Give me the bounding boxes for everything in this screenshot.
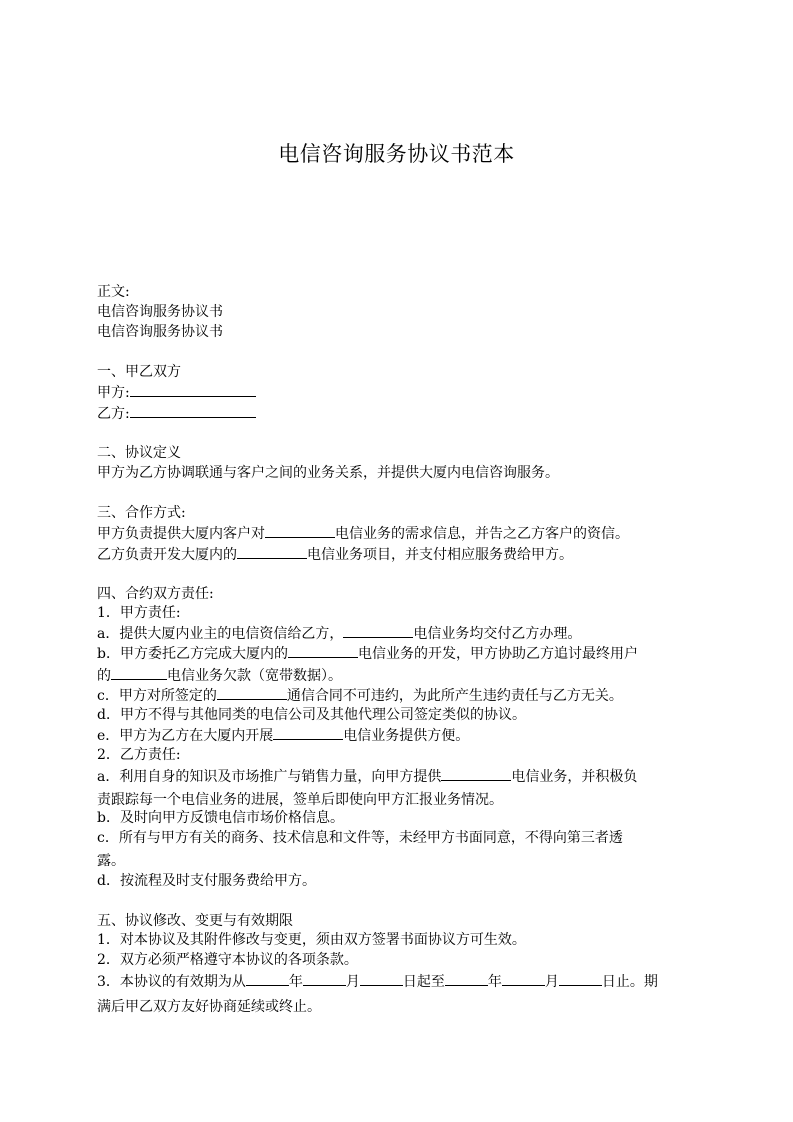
fill-blank-month xyxy=(502,971,545,986)
section-heading: 一、甲乙双方 xyxy=(97,364,181,380)
fill-blank-year xyxy=(445,971,488,986)
fill-blank xyxy=(273,725,343,740)
list-item xyxy=(97,623,581,644)
party-a-line xyxy=(97,382,256,403)
text-run: 年 xyxy=(487,974,502,990)
text-run: 电信业务均交付乙方办理。 xyxy=(413,626,582,642)
list-item: c．所有与甲方有关的商务、技术信息和文件等，未经甲方书面同意，不得向第三者透 xyxy=(97,830,623,846)
fill-blank-day xyxy=(559,971,602,986)
text-run: 月 xyxy=(544,974,559,990)
paragraph xyxy=(97,523,629,544)
preface-line: 电信咨询服务协议书 xyxy=(97,304,223,320)
paragraph xyxy=(97,544,573,565)
fill-blank xyxy=(343,623,413,638)
list-item xyxy=(97,725,469,746)
fill-blank xyxy=(441,766,511,781)
list-item xyxy=(97,643,638,664)
party-a-blank xyxy=(130,382,256,397)
party-b-line xyxy=(97,403,256,424)
subsection-heading: 1．甲方责任: xyxy=(97,605,181,621)
section-heading: 四、合约双方责任: xyxy=(97,586,214,602)
text-run: c．甲方对所签定的 xyxy=(97,688,217,704)
text-run: 乙方负责开发大厦内的 xyxy=(97,547,237,563)
preface-line: 电信咨询服务协议书 xyxy=(97,324,223,340)
text-run: 年 xyxy=(288,974,303,990)
text-run: a．利用自身的知识及市场推广与销售力量，向甲方提供 xyxy=(97,769,442,785)
fill-blank xyxy=(111,665,167,680)
text-run: b．甲方委托乙方完成大厦内的 xyxy=(97,646,288,662)
preface-line: 正文: xyxy=(97,284,130,300)
document-title: 电信咨询服务协议书范本 xyxy=(278,142,515,166)
fill-blank xyxy=(265,523,335,538)
party-a-label: 甲方: xyxy=(97,385,130,401)
text-run: e．甲方为乙方在大厦内开展 xyxy=(97,728,274,744)
party-b-label: 乙方: xyxy=(97,406,130,422)
section-heading: 二、协议定义 xyxy=(97,445,181,461)
list-item-continued: 责跟踪每一个电信业务的进展，签单后即使向甲方汇报业务情况。 xyxy=(97,792,503,808)
paragraph: 甲方为乙方协调联通与客户之间的业务关系，并提供大厦内电信咨询服务。 xyxy=(97,465,559,481)
text-run: 电信业务的开发，甲方协助乙方追讨最终用户 xyxy=(357,646,638,662)
fill-blank xyxy=(288,643,358,658)
fill-blank-month xyxy=(303,971,346,986)
list-item xyxy=(97,971,658,992)
text-run: 电信业务，并积极负 xyxy=(511,769,638,785)
list-item xyxy=(97,685,623,706)
text-run: 日起至 xyxy=(402,974,445,990)
text-run: 日止。期 xyxy=(601,974,658,990)
list-item: d．甲方不得与其他同类的电信公司及其他代理公司签定类似的协议。 xyxy=(97,707,526,723)
list-item xyxy=(97,766,637,787)
section-heading: 五、协议修改、变更与有效期限 xyxy=(97,913,293,929)
fill-blank-day xyxy=(360,971,403,986)
text-run: 通信合同不可违约，为此所产生违约责任与乙方无关。 xyxy=(286,688,623,704)
party-b-blank xyxy=(130,403,256,418)
subsection-heading: 2．乙方责任: xyxy=(97,747,181,763)
list-item: 1．对本协议及其附件修改与变更，须由双方签署书面协议方可生效。 xyxy=(97,932,526,948)
text-run: 甲方负责提供大厦内客户对 xyxy=(97,526,265,542)
text-run: 电信业务提供方便。 xyxy=(343,728,470,744)
text-run: 电信业务项目，并支付相应服务费给甲方。 xyxy=(307,547,573,563)
fill-blank-year xyxy=(246,971,289,986)
list-item: 2．双方必须严格遵守本协议的各项条款。 xyxy=(97,952,358,968)
list-item: b．及时向甲方反馈电信市场价格信息。 xyxy=(97,810,344,826)
fill-blank xyxy=(217,685,287,700)
text-run: 月 xyxy=(345,974,360,990)
list-item-continued: 露。 xyxy=(97,853,125,869)
list-item: d．按流程及时支付服务费给甲方。 xyxy=(97,873,316,889)
list-item-continued: 满后甲乙双方友好协商延续或终止。 xyxy=(97,999,321,1015)
fill-blank xyxy=(237,544,307,559)
section-heading: 三、合作方式: xyxy=(97,505,186,521)
list-item-continued xyxy=(97,665,342,686)
text-run: 的 xyxy=(97,668,111,684)
text-run: 电信业务欠款（宽带数据）。 xyxy=(167,668,342,684)
text-run: 电信业务的需求信息，并告之乙方客户的资信。 xyxy=(335,526,629,542)
text-run: 3．本协议的有效期为从 xyxy=(97,974,246,990)
text-run: a．提供大厦内业主的电信资信给乙方， xyxy=(97,626,344,642)
